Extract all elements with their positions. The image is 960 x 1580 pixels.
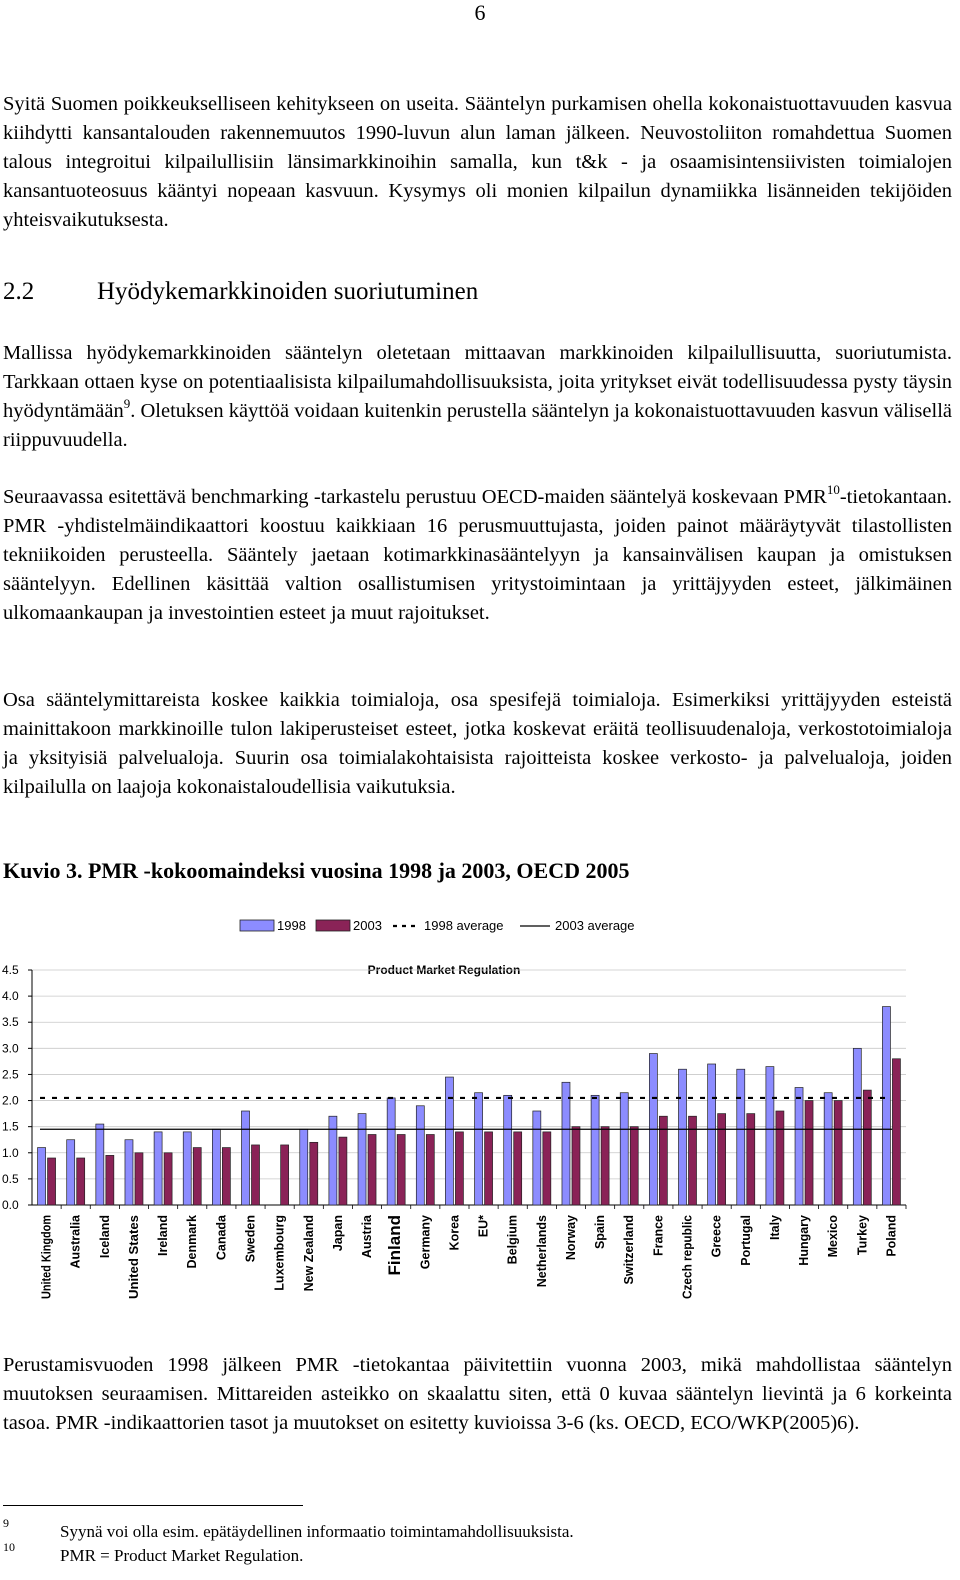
x-label: Canada xyxy=(214,1215,229,1261)
bar-2003 xyxy=(135,1153,143,1205)
bar-1998 xyxy=(38,1148,46,1205)
bar-2003 xyxy=(805,1101,813,1205)
bar-2003 xyxy=(368,1135,376,1206)
bar-2003 xyxy=(426,1135,434,1206)
x-label: Finland xyxy=(385,1215,405,1276)
x-label: Australia xyxy=(68,1215,83,1269)
footnote-mark: 9 xyxy=(3,1516,9,1530)
bar-2003 xyxy=(718,1114,726,1205)
bar-1998 xyxy=(183,1132,191,1205)
x-label: Greece xyxy=(709,1215,724,1258)
footnote-separator xyxy=(3,1505,303,1506)
paragraph-update: Perustamisvuoden 1998 jälkeen PMR -tietokantaa päivitettiin vuonna 2003, mikä mahdollistaa sääntelyn muutoksen seuraamisen. Mittareiden asteikko on skaalattu siten, että 0 kuvaa sääntelyn lievintä ja 6 korkeinta tasoa. PMR -indikaattorien tasot ja muutokset on esitetty kuvioissa 3-6 (ks. OECD, ECO/WKP(2005)6). xyxy=(3,1354,952,1434)
bar-1998 xyxy=(824,1093,832,1205)
x-label: France xyxy=(651,1215,666,1256)
x-label: Netherlands xyxy=(534,1215,549,1288)
bar-1998 xyxy=(679,1069,687,1205)
bar-1998 xyxy=(154,1132,162,1205)
bar-1998 xyxy=(620,1093,628,1205)
bar-1998 xyxy=(504,1095,512,1205)
x-label: Luxembourg xyxy=(272,1215,287,1291)
section-heading xyxy=(3,278,478,306)
chart-title: Product Market Regulation xyxy=(367,963,521,977)
x-label: Hungary xyxy=(797,1215,812,1266)
bar-1998 xyxy=(242,1111,250,1205)
paragraph-model-text-b: . Oletuksen käyttöä voidaan kuitenkin perustella sääntelyn ja kokonaistuottavuuden kasvun välisellä riippuvuudella. xyxy=(3,400,952,451)
x-label: Japan xyxy=(330,1215,345,1252)
bar-2003 xyxy=(164,1153,172,1205)
legend-swatch-1998 xyxy=(240,920,274,931)
x-label: Austria xyxy=(360,1215,375,1259)
footnote-ref-10[interactable]: 10 xyxy=(826,482,840,497)
x-label: Iceland xyxy=(97,1215,112,1259)
paragraph-benchmarking-text-a: Seuraavassa esitettävä benchmarking -tarkastelu perustuu OECD-maiden sääntelyä koskevaan PMR xyxy=(3,486,827,508)
bar-1998 xyxy=(358,1114,366,1205)
y-tick-label: 1.0 xyxy=(2,1145,19,1160)
bar-2003 xyxy=(193,1148,201,1205)
x-label: Switzerland xyxy=(622,1215,637,1285)
x-label: Sweden xyxy=(243,1215,258,1263)
bar-2003 xyxy=(630,1127,638,1205)
legend-label-1998: 1998 xyxy=(277,918,306,933)
x-label: Italy xyxy=(767,1215,782,1241)
bar-1998 xyxy=(766,1067,774,1205)
paragraph-benchmarking xyxy=(3,483,952,628)
x-label: Spain xyxy=(593,1215,608,1250)
legend-swatch-2003 xyxy=(316,920,350,931)
section-number: 2.2 xyxy=(3,278,35,305)
bar-2003 xyxy=(222,1148,230,1205)
bar-2003 xyxy=(572,1127,580,1205)
bar-1998 xyxy=(96,1124,104,1205)
chart-gridlines xyxy=(32,970,906,1205)
bar-2003 xyxy=(543,1132,551,1205)
pmr-bar-chart xyxy=(0,910,960,1320)
y-tick-label: 2.5 xyxy=(2,1067,19,1082)
x-label: Korea xyxy=(447,1215,462,1251)
bar-2003 xyxy=(892,1059,900,1205)
x-label: EU* xyxy=(476,1215,491,1238)
bar-1998 xyxy=(416,1106,424,1205)
bar-1998 xyxy=(853,1048,861,1205)
y-tick-label: 4.5 xyxy=(2,963,19,977)
x-label: Norway xyxy=(563,1215,578,1261)
bar-1998 xyxy=(562,1082,570,1205)
paragraph-model xyxy=(3,339,952,455)
x-label: Mexico xyxy=(826,1215,841,1258)
y-tick-label: 4.0 xyxy=(2,989,19,1004)
chart-legend xyxy=(233,914,909,936)
y-tick-label: 0.5 xyxy=(2,1171,19,1186)
x-label: Denmark xyxy=(185,1215,200,1269)
bar-2003 xyxy=(77,1158,85,1205)
x-label: Turkey xyxy=(855,1215,870,1256)
legend-label-1998-average: 1998 average xyxy=(424,918,504,933)
bar-1998 xyxy=(591,1095,599,1205)
section-title: Hyödykemarkkinoiden suoriutuminen xyxy=(97,278,479,305)
x-label: Portugal xyxy=(738,1215,753,1266)
x-label: Germany xyxy=(418,1215,433,1270)
bar-2003 xyxy=(514,1132,522,1205)
page-number: 6 xyxy=(474,0,486,25)
y-tick-label: 2.0 xyxy=(2,1093,19,1108)
bar-2003 xyxy=(601,1127,609,1205)
bar-1998 xyxy=(533,1111,541,1205)
figure-caption: Kuvio 3. PMR -kokoomaindeksi vuosina 1998 ja 2003, OECD 2005 xyxy=(3,858,630,883)
x-label: United States xyxy=(126,1219,141,1299)
legend-label-2003: 2003 xyxy=(353,918,382,933)
bar-2003 xyxy=(310,1142,318,1205)
bar-2003 xyxy=(106,1155,114,1205)
paragraph-model-text-a: Mallissa hyödykemarkkinoiden sääntelyn oletetaan mittaavan markkinoiden kilpailullisuutta, suoriutumista. Tarkkaan ottaen kyse on potentiaalisista kilpailumahdollisuuksista, joita yritykset eivät todellisuudessa pysty täysin hyödyntämään xyxy=(3,342,952,422)
footnote-text: Syynä voi olla esim. epätäydellinen informaatio toimintamahdollisuuksista. xyxy=(60,1522,574,1541)
chart-average-lines xyxy=(40,1098,892,1129)
x-label: United Kingdom xyxy=(39,1202,54,1299)
paragraph-benchmarking-text-b: -tietokantaan. PMR -yhdistelmäindikaattori koostuu kaikkiaan 16 perusmuuttujasta, joiden painot määräytyvät tilastollisten tekniikoiden perusteella. Sääntely jaetaan kotimarkkinasääntelyyn ja kansainvälisen kaupan ja omistuksen sääntelyyn. Edellinen käsittää valtion osallistumisen yritystoimintaan ja yrittäjyyden esteet, jälkimäinen ulkomaankaupan ja investointien esteet ja muut rajoitukset. xyxy=(3,486,952,624)
bar-1998 xyxy=(475,1093,483,1205)
bar-2003 xyxy=(339,1137,347,1205)
footnote-text: PMR = Product Market Regulation. xyxy=(60,1546,304,1565)
bar-2003 xyxy=(397,1135,405,1206)
x-label: Poland xyxy=(884,1215,899,1257)
x-label: Belgium xyxy=(505,1215,520,1265)
x-label: Ireland xyxy=(156,1215,171,1256)
chart-x-labels xyxy=(39,1202,899,1299)
bar-1998 xyxy=(212,1129,220,1205)
bar-1998 xyxy=(795,1088,803,1206)
x-label: Czech republic xyxy=(680,1210,695,1299)
bar-1998 xyxy=(300,1129,308,1205)
footnote-ref-9[interactable]: 9 xyxy=(123,396,131,411)
bar-2003 xyxy=(48,1158,56,1205)
bar-2003 xyxy=(863,1090,871,1205)
y-tick-label: 1.5 xyxy=(2,1119,19,1134)
bar-2003 xyxy=(252,1145,260,1205)
bar-1998 xyxy=(882,1007,890,1205)
bar-1998 xyxy=(387,1098,395,1205)
bar-1998 xyxy=(708,1064,716,1205)
bar-2003 xyxy=(834,1101,842,1205)
bar-1998 xyxy=(737,1069,745,1205)
x-label: New Zealand xyxy=(301,1215,316,1292)
bar-2003 xyxy=(455,1132,463,1205)
y-tick-label: 3.5 xyxy=(2,1015,19,1030)
y-tick-label: 0.0 xyxy=(2,1198,19,1212)
bar-1998 xyxy=(125,1140,133,1205)
bar-2003 xyxy=(776,1111,784,1205)
footnote-mark: 10 xyxy=(3,1540,15,1554)
bar-2003 xyxy=(485,1132,493,1205)
paragraph-regulation: Osa sääntelymittareista koskee kaikkia toimialoja, osa spesifejä toimialoja. Esimerkiksi yrittäjyyden esteistä mainittakoon markkinoille tulon lakiperusteiset esteet, jotka koskevat eräitä teollisuudenaloja, verkostotoimialoja ja yksityisiä palvelualoja. Suurin osa toimialakohtaisista rajoitteista koskee verkosto- ja palvelualoja, joiden kilpailulla on laajoja kokonaistaloudellisia vaikutuksia. xyxy=(3,689,952,798)
legend-label-2003-average: 2003 average xyxy=(555,918,635,933)
bar-2003 xyxy=(281,1145,289,1205)
bar-2003 xyxy=(747,1114,755,1205)
paragraph-intro: Syitä Suomen poikkeukselliseen kehitykseen on useita. Sääntelyn purkamisen ohella kokonaistuottavuuden kasvua kiihdytti kansantalouden rakennemuutos 1990-luvun alun laman jälkeen. Neuvostoliiton romahdettua Suomen talous integroitui kilpailullisiin länsimarkkinoihin samalla, kun t&k - ja osaamisintensiivisten toimialojen kansantuoteosuus kääntyi nopeaan kasvuun. Kysymys oli monien kilpailun dynamiikka lisänneiden tekijöiden yhteisvaikutuksesta. xyxy=(3,93,952,231)
bar-1998 xyxy=(67,1140,75,1205)
bar-1998 xyxy=(445,1077,453,1205)
y-tick-label: 3.0 xyxy=(2,1041,19,1056)
